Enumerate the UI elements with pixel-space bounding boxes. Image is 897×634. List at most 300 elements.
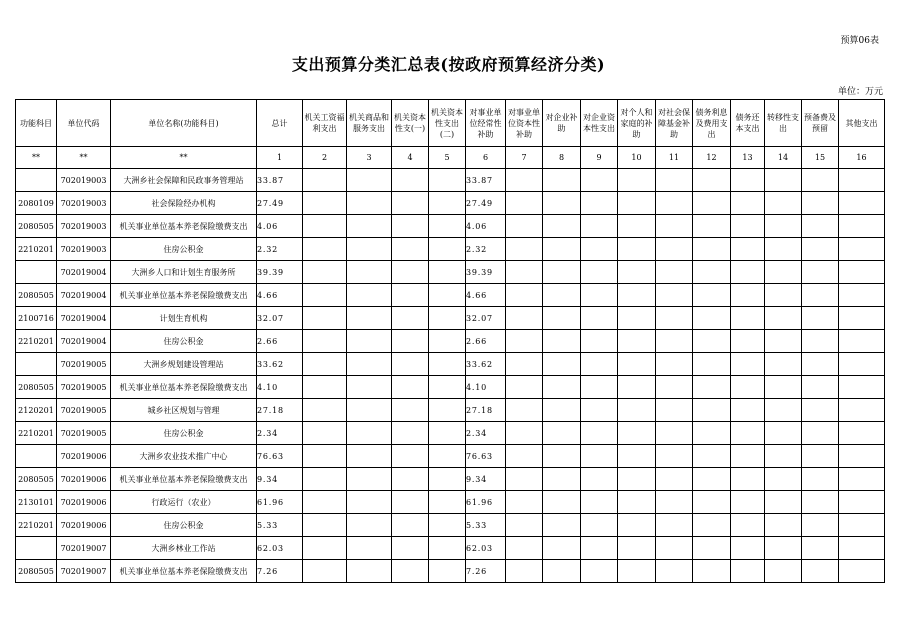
empty-cell [581,468,618,491]
table-row [16,238,885,261]
institution-subsidy-cell: 4.06 [466,215,506,238]
empty-cell [693,330,731,353]
unit-name-cell: 机关事业单位基本养老保险缴费支出 [111,468,257,491]
unit-code-cell: 702019006 [57,514,111,537]
column-index: 5 [429,147,466,169]
column-index: 6 [466,147,506,169]
unit-code-cell: 702019006 [57,468,111,491]
empty-cell [506,238,543,261]
page-title: 支出预算分类汇总表(按政府预算经济分类) [291,55,606,74]
empty-cell [543,284,581,307]
empty-cell [765,445,802,468]
table-row [16,261,885,284]
institution-subsidy-cell: 2.32 [466,238,506,261]
unit-code-cell: 702019004 [57,330,111,353]
empty-cell [506,215,543,238]
empty-cell [802,537,839,560]
empty-cell [731,422,765,445]
column-index: 7 [506,147,543,169]
empty-cell [618,376,656,399]
institution-subsidy-cell: 9.34 [466,468,506,491]
empty-cell [656,514,693,537]
function-code-cell: 2080109 [16,192,57,215]
empty-cell [656,192,693,215]
institution-subsidy-cell: 32.07 [466,307,506,330]
column-header: 对企业补助 [543,100,581,147]
empty-cell [765,537,802,560]
empty-cell [392,514,429,537]
empty-cell [543,560,581,583]
empty-cell [303,261,347,284]
empty-cell [618,192,656,215]
empty-cell [347,330,392,353]
empty-cell [347,491,392,514]
empty-cell [581,261,618,284]
empty-cell [839,353,885,376]
empty-cell [303,215,347,238]
empty-cell [347,215,392,238]
empty-cell [802,284,839,307]
empty-cell [731,169,765,192]
empty-cell [347,537,392,560]
empty-cell [802,376,839,399]
empty-cell [392,376,429,399]
column-header: 对事业单位资本性补助 [506,100,543,147]
unit-name-cell: 大洲乡农业技术推广中心 [111,445,257,468]
empty-cell [581,284,618,307]
table-row [16,399,885,422]
empty-cell [839,261,885,284]
empty-cell [303,169,347,192]
empty-cell [656,353,693,376]
institution-subsidy-cell: 39.39 [466,261,506,284]
unit-name-cell: 机关事业单位基本养老保险缴费支出 [111,376,257,399]
institution-subsidy-cell: 2.66 [466,330,506,353]
total-cell: 33.62 [257,353,303,376]
function-code-cell: 2080505 [16,560,57,583]
empty-cell [506,422,543,445]
empty-cell [693,468,731,491]
table-row [16,307,885,330]
empty-cell [581,169,618,192]
institution-subsidy-cell: 27.49 [466,192,506,215]
empty-cell [765,307,802,330]
function-code-cell [16,445,57,468]
empty-cell [765,376,802,399]
empty-cell [347,261,392,284]
empty-cell [392,330,429,353]
empty-cell [303,192,347,215]
function-code-cell: 2080505 [16,376,57,399]
empty-cell [303,353,347,376]
empty-cell [347,468,392,491]
empty-cell [731,376,765,399]
column-index: 10 [618,147,656,169]
empty-cell [765,215,802,238]
empty-cell [802,468,839,491]
empty-cell [392,169,429,192]
empty-cell [839,238,885,261]
unit-code-cell: 702019005 [57,399,111,422]
empty-cell [303,376,347,399]
column-index: 11 [656,147,693,169]
table-row [16,537,885,560]
empty-cell [618,215,656,238]
empty-cell [581,514,618,537]
total-cell: 32.07 [257,307,303,330]
empty-cell [429,376,466,399]
empty-cell [392,215,429,238]
column-header: 债务还本支出 [731,100,765,147]
empty-cell [839,491,885,514]
empty-cell [581,537,618,560]
empty-cell [656,307,693,330]
empty-cell [839,330,885,353]
empty-cell [506,330,543,353]
column-header: 预备费及预留 [802,100,839,147]
column-header: 对社会保障基金补助 [656,100,693,147]
empty-cell [581,422,618,445]
empty-cell [839,215,885,238]
unit-name-cell: 机关事业单位基本养老保险缴费支出 [111,215,257,238]
function-code-cell: 2080505 [16,284,57,307]
empty-cell [765,514,802,537]
unit-code-cell: 702019004 [57,307,111,330]
unit-code-cell: 702019003 [57,169,111,192]
column-header: 转移性支出 [765,100,802,147]
total-cell: 27.18 [257,399,303,422]
empty-cell [656,445,693,468]
unit-name-cell: 住房公积金 [111,330,257,353]
empty-cell [543,468,581,491]
total-cell: 9.34 [257,468,303,491]
unit-code-cell: 702019004 [57,261,111,284]
empty-cell [693,215,731,238]
table-code: 预算06表 [840,36,879,46]
unit-name-cell: 住房公积金 [111,514,257,537]
empty-cell [392,192,429,215]
empty-cell [303,307,347,330]
table-row [16,468,885,491]
unit-code-cell: 702019005 [57,353,111,376]
empty-cell [802,307,839,330]
empty-cell [802,491,839,514]
function-code-cell: 2080505 [16,468,57,491]
empty-cell [839,307,885,330]
institution-subsidy-cell: 27.18 [466,399,506,422]
empty-cell [693,560,731,583]
column-header: 对企业资本性支出 [581,100,618,147]
total-cell: 76.63 [257,445,303,468]
total-cell: 39.39 [257,261,303,284]
unit-name-cell: 大洲乡规划建设管理站 [111,353,257,376]
empty-cell [802,192,839,215]
empty-cell [543,307,581,330]
function-code-cell [16,537,57,560]
empty-cell [429,238,466,261]
empty-cell [543,514,581,537]
empty-cell [429,491,466,514]
empty-cell [347,238,392,261]
empty-cell [656,169,693,192]
empty-cell [392,422,429,445]
empty-cell [303,560,347,583]
empty-cell [581,399,618,422]
unit-label: 单位：万元 [837,87,883,97]
empty-cell [765,491,802,514]
header-row [16,100,885,147]
empty-cell [543,445,581,468]
empty-cell [347,353,392,376]
empty-cell [392,238,429,261]
empty-cell [656,261,693,284]
unit-code-cell: 702019005 [57,376,111,399]
empty-cell [839,537,885,560]
empty-cell [303,399,347,422]
empty-cell [618,353,656,376]
empty-cell [618,491,656,514]
empty-cell [543,192,581,215]
empty-cell [303,330,347,353]
empty-cell [693,169,731,192]
function-code-cell: 2210201 [16,422,57,445]
empty-cell [618,560,656,583]
unit-name-cell: 社会保险经办机构 [111,192,257,215]
column-header: 对个人和家庭的补助 [618,100,656,147]
empty-cell [656,491,693,514]
column-header: 其他支出 [839,100,885,147]
unit-code-cell: 702019003 [57,215,111,238]
empty-cell [765,422,802,445]
empty-cell [581,445,618,468]
empty-cell [543,261,581,284]
empty-cell [656,238,693,261]
empty-cell [347,284,392,307]
column-index: 3 [347,147,392,169]
empty-cell [618,284,656,307]
institution-subsidy-cell: 33.87 [466,169,506,192]
empty-cell [347,422,392,445]
empty-cell [839,399,885,422]
column-header: 机关商品和服务支出 [347,100,392,147]
institution-subsidy-cell: 5.33 [466,514,506,537]
unit-name-cell: 城乡社区规划与管理 [111,399,257,422]
empty-cell [839,192,885,215]
empty-cell [506,514,543,537]
empty-cell [693,514,731,537]
column-index: 12 [693,147,731,169]
empty-cell [765,284,802,307]
column-index: ** [57,147,111,169]
column-header: 机关资本性支(一) [392,100,429,147]
empty-cell [303,537,347,560]
empty-cell [303,445,347,468]
empty-cell [506,307,543,330]
column-header: 单位名称(功能科目) [111,100,257,147]
empty-cell [656,215,693,238]
empty-cell [347,376,392,399]
empty-cell [581,192,618,215]
empty-cell [506,468,543,491]
empty-cell [731,353,765,376]
institution-subsidy-cell: 2.34 [466,422,506,445]
empty-cell [693,238,731,261]
empty-cell [581,215,618,238]
empty-cell [392,445,429,468]
column-index: 14 [765,147,802,169]
unit-name-cell: 机关事业单位基本养老保险缴费支出 [111,560,257,583]
table-row [16,491,885,514]
unit-name-cell: 大洲乡人口和计划生育服务所 [111,261,257,284]
column-header: 对事业单位经常性补助 [466,100,506,147]
empty-cell [693,192,731,215]
empty-cell [429,468,466,491]
table-row [16,330,885,353]
empty-cell [543,422,581,445]
table-row [16,445,885,468]
empty-cell [347,445,392,468]
table-row [16,353,885,376]
empty-cell [765,353,802,376]
empty-cell [347,514,392,537]
empty-cell [839,514,885,537]
empty-cell [731,491,765,514]
unit-name-cell: 大洲乡社会保障和民政事务管理站 [111,169,257,192]
empty-cell [731,215,765,238]
empty-cell [543,399,581,422]
empty-cell [506,261,543,284]
column-index: 1 [257,147,303,169]
function-code-cell [16,261,57,284]
empty-cell [506,537,543,560]
empty-cell [347,560,392,583]
empty-cell [802,330,839,353]
empty-cell [731,330,765,353]
unit-code-cell: 702019006 [57,491,111,514]
empty-cell [765,192,802,215]
empty-cell [543,353,581,376]
institution-subsidy-cell: 7.26 [466,560,506,583]
table-row [16,514,885,537]
empty-cell [802,261,839,284]
empty-cell [765,261,802,284]
empty-cell [429,192,466,215]
function-code-cell: 2120201 [16,399,57,422]
column-index: ** [16,147,57,169]
empty-cell [693,445,731,468]
empty-cell [839,284,885,307]
empty-cell [303,284,347,307]
empty-cell [429,330,466,353]
column-header: 总计 [257,100,303,147]
empty-cell [506,376,543,399]
function-code-cell: 2080505 [16,215,57,238]
column-index: 16 [839,147,885,169]
empty-cell [656,330,693,353]
empty-cell [347,307,392,330]
empty-cell [506,169,543,192]
empty-cell [581,238,618,261]
unit-code-cell: 702019004 [57,284,111,307]
function-code-cell [16,353,57,376]
empty-cell [506,445,543,468]
empty-cell [693,284,731,307]
total-cell: 61.96 [257,491,303,514]
empty-cell [543,238,581,261]
unit-code-cell: 702019005 [57,422,111,445]
function-code-cell: 2210201 [16,330,57,353]
empty-cell [618,468,656,491]
empty-cell [581,330,618,353]
unit-name-cell: 住房公积金 [111,238,257,261]
empty-cell [693,353,731,376]
table-row [16,284,885,307]
empty-cell [802,169,839,192]
empty-cell [731,537,765,560]
empty-cell [731,192,765,215]
empty-cell [802,445,839,468]
empty-cell [656,537,693,560]
empty-cell [618,307,656,330]
column-index: 8 [543,147,581,169]
empty-cell [656,422,693,445]
empty-cell [392,399,429,422]
empty-cell [303,514,347,537]
column-index: 9 [581,147,618,169]
empty-cell [392,307,429,330]
empty-cell [506,491,543,514]
empty-cell [765,399,802,422]
total-cell: 7.26 [257,560,303,583]
total-cell: 4.66 [257,284,303,307]
total-cell: 33.87 [257,169,303,192]
empty-cell [429,422,466,445]
empty-cell [429,307,466,330]
empty-cell [731,261,765,284]
total-cell: 27.49 [257,192,303,215]
institution-subsidy-cell: 61.96 [466,491,506,514]
function-code-cell: 2100716 [16,307,57,330]
unit-name-cell: 机关事业单位基本养老保险缴费支出 [111,284,257,307]
empty-cell [506,192,543,215]
empty-cell [429,215,466,238]
empty-cell [347,192,392,215]
empty-cell [693,307,731,330]
empty-cell [506,399,543,422]
empty-cell [429,169,466,192]
empty-cell [802,560,839,583]
empty-cell [392,468,429,491]
empty-cell [618,422,656,445]
table-body [16,169,885,583]
empty-cell [693,537,731,560]
institution-subsidy-cell: 4.66 [466,284,506,307]
column-index: 15 [802,147,839,169]
unit-code-cell: 702019007 [57,537,111,560]
empty-cell [839,468,885,491]
empty-cell [802,399,839,422]
table-row [16,422,885,445]
empty-cell [506,560,543,583]
empty-cell [618,399,656,422]
function-code-cell: 2210201 [16,238,57,261]
function-code-cell: 2210201 [16,514,57,537]
empty-cell [656,376,693,399]
empty-cell [693,399,731,422]
total-cell: 2.34 [257,422,303,445]
empty-cell [618,238,656,261]
empty-cell [693,491,731,514]
